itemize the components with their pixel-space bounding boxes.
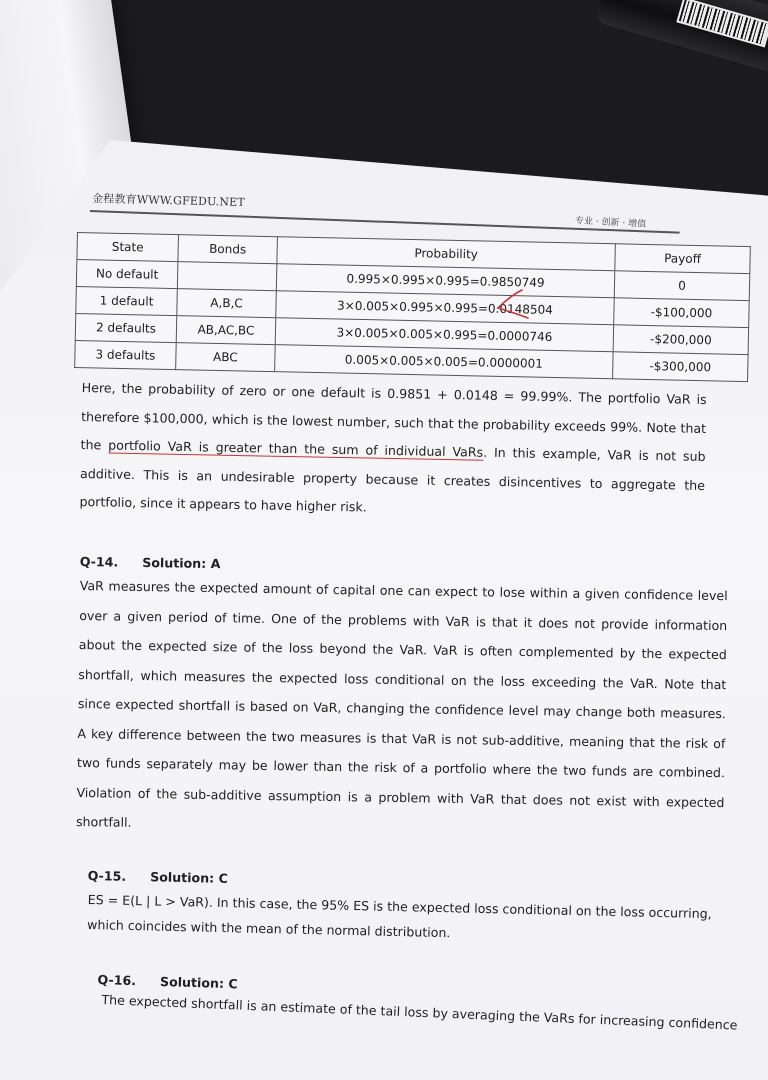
q15-answer: ES = E(L | L > VaR). In this case, the 95% ES is the expected loss conditional on the loss occurring, which coincides with the mean of the normal distribution. [86, 891, 712, 941]
table-header-cell: Payoff [615, 244, 751, 274]
table-cell [177, 262, 277, 291]
q16-answer: The expected shortfall is an estimate of the tail loss by averaging the VaRs for increasing confidence [101, 991, 738, 1033]
underlined-text: portfolio VaR is greater than the sum of individual VaRs [108, 437, 484, 460]
header-site: 金程教育WWW.GFEDU.NET [91, 192, 246, 209]
default-probability-table [74, 232, 751, 382]
question-label: Q-16. [97, 971, 137, 989]
table-cell: 0 [614, 271, 750, 301]
table-cell: AB,AC,BC [176, 316, 276, 345]
table-cell: 1 default [76, 286, 178, 315]
table-cell: -$300,000 [613, 352, 749, 382]
paragraph-var-explanation [79, 374, 707, 528]
table-cell: 0.005×0.005×0.005=0.0000001 [275, 345, 613, 379]
solution-label: Solution: A [142, 554, 221, 572]
table-header-cell: State [77, 233, 179, 262]
q14-answer: VaR measures the expected amount of capital one can expect to lose within a given confidence level over a given period of time. One of the problems with VaR is that it does not provide information about the expected size of the loss beyond the VaR. VaR is often complemented by the expected shortfall, which measures the expected loss conditional on the loss exceeding the VaR. Note that since expected shortfall is based on VaR, changing the confidence level may change both measures. A key difference between the two measures is that VaR is not sub-additive, meaning that the risk of two funds separately may be lower than the risk of a portfolio where the two funds are combined. Violation of the sub-additive assumption is a problem with VaR that does not exist with expected shortfall. [75, 577, 728, 830]
solution-label: Solution: C [150, 869, 228, 886]
table-cell: 2 defaults [75, 313, 177, 342]
table-cell: 0.995×0.995×0.995=0.9850749 [276, 264, 614, 298]
table-cell: No default [76, 260, 178, 289]
table-header-cell: Probability [277, 237, 615, 271]
paragraph-text: Here, the probability of zero or one default is 0.9851 + 0.0148 = 99.99%. The portfolio VaR is therefore $100,000, which is the lowest number, such that the probability exceeds 99%. Note that the [80, 379, 707, 453]
solution-label: Solution: C [159, 973, 238, 992]
table-header-cell: Bonds [178, 235, 278, 264]
table-cell: A,B,C [177, 289, 277, 318]
table-cell: 3 defaults [75, 340, 177, 369]
header-motto: 专业 · 创新 · 增值 [574, 216, 647, 230]
table-cell: -$200,000 [613, 325, 749, 355]
red-pen-annotation [480, 282, 540, 332]
table-cell: ABC [176, 343, 276, 372]
table-cell: -$100,000 [614, 298, 750, 328]
question-label: Q-15. [87, 867, 127, 884]
table-cell: 3×0.005×0.005×0.995=0.0000746 [275, 318, 613, 352]
question-label: Q-14. [79, 553, 119, 570]
table-cell: 3×0.005×0.995×0.995=0.0148504 [276, 291, 614, 325]
paragraph-text: . In this example, VaR is not sub additive. This is an undesirable property because it creates disincentives to aggregate the portfolio, since it appears to have higher risk. [79, 444, 706, 515]
